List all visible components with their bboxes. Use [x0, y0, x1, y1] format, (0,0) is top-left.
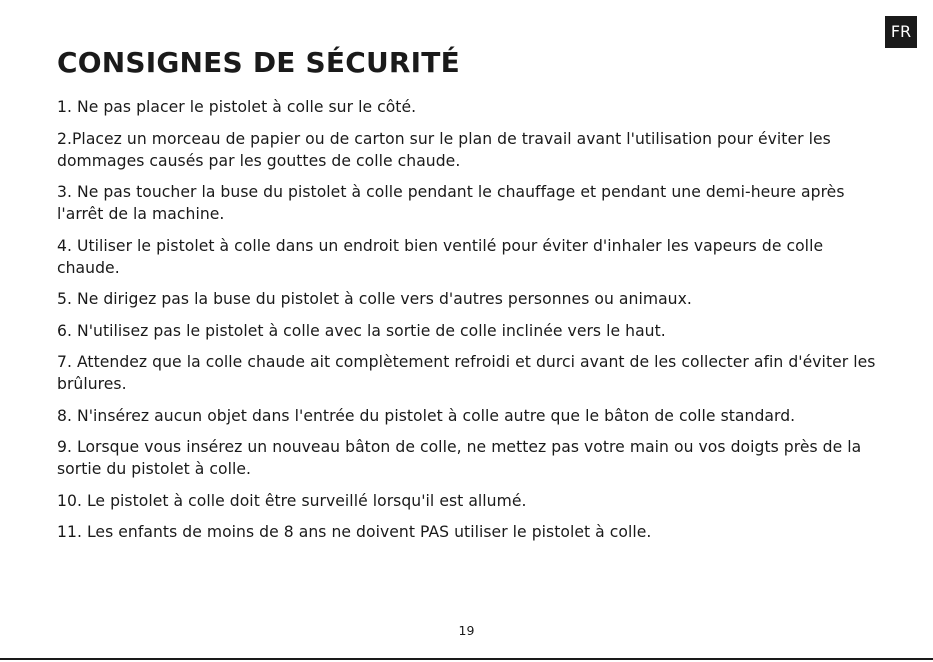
instruction-item: 2.Placez un morceau de papier ou de carton sur le plan de travail avant l'utilisation pour éviter les dommages causés par les gouttes de colle chaude.: [57, 129, 831, 170]
instruction-item: 3. Ne pas toucher la buse du pistolet à colle pendant le chauffage et pendant une demi-heure après l'arrêt de la machine.: [57, 183, 845, 223]
safety-instructions-list: [57, 96, 877, 553]
instruction-item: 7. Attendez que la colle chaude ait complètement refroidi et durci avant de les collecter afin d'éviter les brûlures.: [57, 353, 876, 393]
instruction-item: 8. N'insérez aucun objet dans l'entrée du pistolet à colle autre que le bâton de colle standard.: [57, 406, 796, 425]
instruction-item: 6. N'utilisez pas le pistolet à colle avec la sortie de colle inclinée vers le haut.: [57, 321, 666, 340]
instruction-item: 10. Le pistolet à colle doit être surveillé lorsqu'il est allumé.: [57, 491, 527, 510]
language-badge: FR: [885, 16, 917, 48]
page-title: CONSIGNES DE SÉCURITÉ: [57, 46, 460, 79]
instruction-item: 5. Ne dirigez pas la buse du pistolet à colle vers d'autres personnes ou animaux.: [57, 290, 692, 308]
instruction-item: 4. Utiliser le pistolet à colle dans un endroit bien ventilé pour éviter d'inhaler les vapeurs de colle chaude.: [57, 236, 824, 277]
instruction-item: 9. Lorsque vous insérez un nouveau bâton de colle, ne mettez pas votre main ou vos doigts près de la sortie du pistolet à colle.: [57, 438, 862, 478]
bottom-divider: [0, 658, 933, 660]
instruction-item: 1. Ne pas placer le pistolet à colle sur le côté.: [57, 98, 417, 116]
page-number: 19: [458, 623, 475, 638]
instruction-item: 11. Les enfants de moins de 8 ans ne doivent PAS utiliser le pistolet à colle.: [57, 523, 652, 541]
